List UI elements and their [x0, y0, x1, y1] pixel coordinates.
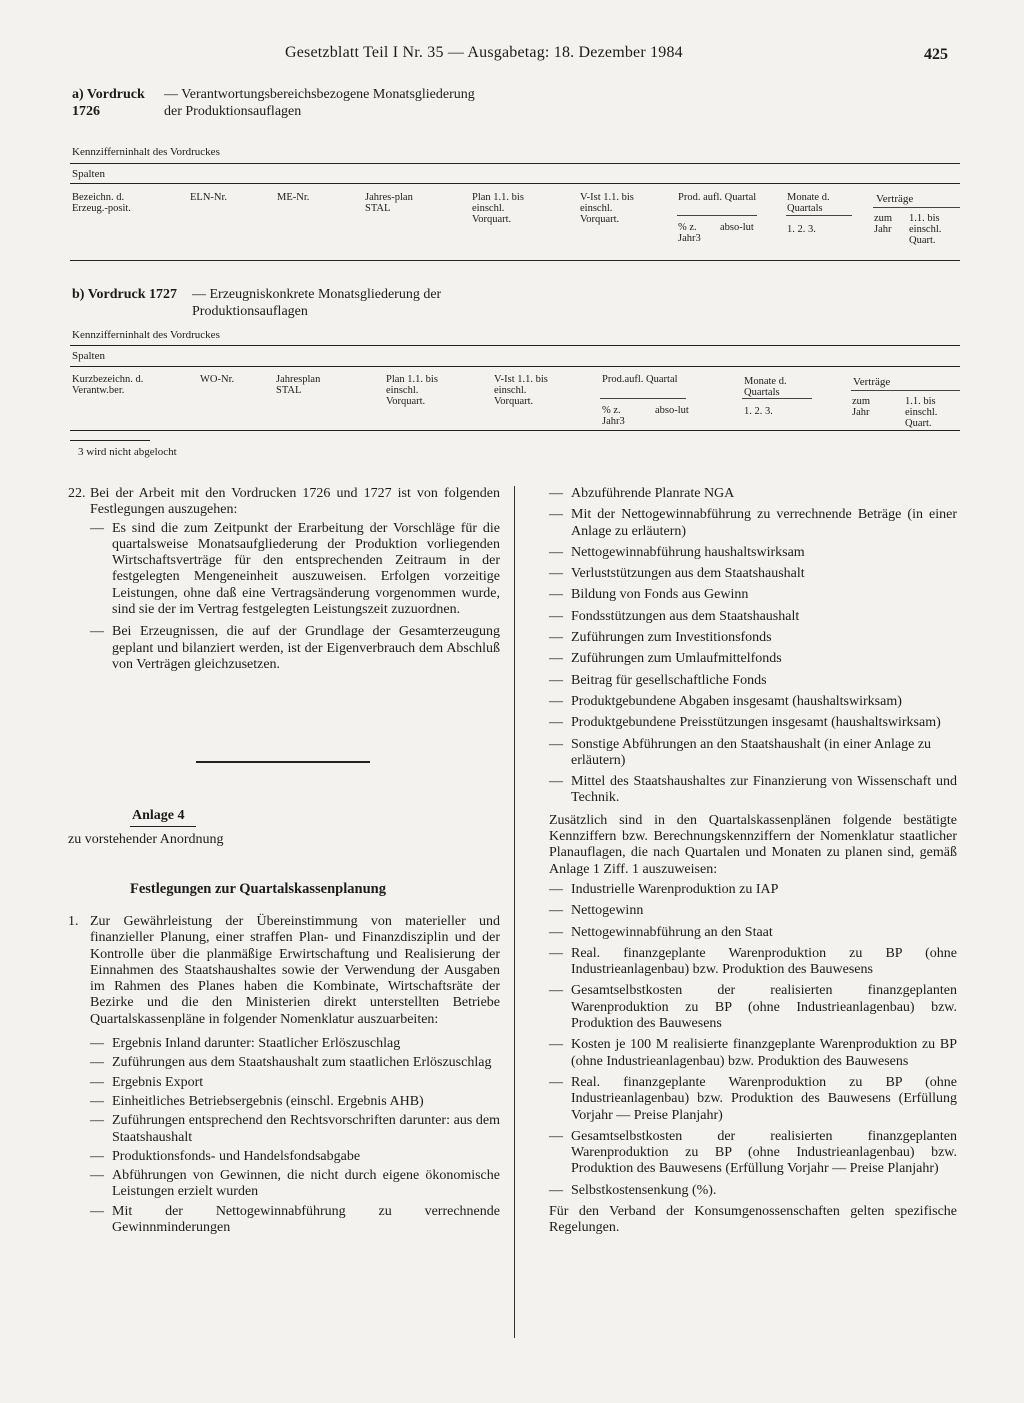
right-list-2: [549, 882, 957, 1199]
form-a-col-8-sub: 1. 2. 3.: [787, 224, 816, 235]
list-item: — Kosten je 100 M realisierte finanzgeplante Warenproduktion zu BP (ohne Industrieanlagenbau) bzw. Produktion des Bauwesens: [549, 1037, 957, 1069]
list-item: — Nettogewinn: [549, 903, 644, 919]
form-b-col-8-head: Verträge: [853, 376, 891, 388]
column-divider: [514, 486, 515, 1338]
paragraph-22: [68, 486, 500, 519]
form-b-col-7-head: Monate d. Quartals: [744, 376, 787, 398]
form-b-rule-mid: [70, 366, 960, 367]
list-item: — Produktgebundene Abgaben insgesamt (haushaltswirksam): [549, 693, 902, 709]
form-a-rule-bottom: [70, 260, 960, 261]
form-b-col-1: Kurzbezeichn. d. Verantw.ber.: [72, 374, 144, 396]
anlage-underline: [130, 826, 196, 827]
section-separator: [196, 761, 370, 763]
form-a-kennziffern: Kennzifferninhalt des Vordruckes: [72, 146, 220, 158]
form-b-col-7-sub: 1. 2. 3.: [744, 406, 773, 417]
page-number: 425: [924, 46, 948, 63]
list-item: — Produktgebundene Preisstützungen insgesamt (haushaltswirksam): [549, 715, 941, 731]
list-item: — Mit der Nettogewinnabführung zu verrechnende Beträge (in einer Anlage zu erläutern): [549, 507, 957, 539]
list-item: — Verluststützungen aus dem Staatshaushalt: [549, 566, 805, 582]
list-item: — Bei Erzeugnissen, die auf der Grundlage der Gesamterzeugung geplant und bilanziert werden, ist der Eigenverbrauch dem Abschluß von Verträgen gleichzusetzen.: [90, 624, 500, 672]
list-item: — Bildung von Fonds aus Gewinn: [549, 587, 749, 603]
form-b-col-8b: 1.1. bis einschl. Quart.: [905, 396, 938, 429]
form-b-label: b) Vordruck 1727: [72, 287, 178, 302]
form-a-title: — Verantwortungsbereichsbezogene Monatsgliederung der Produktionsauflagen: [164, 87, 475, 119]
form-a-label: a) Vordruck 1726: [72, 87, 145, 119]
form-b-col-4: Plan 1.1. bis einschl. Vorquart.: [386, 374, 438, 407]
form-a-col-1: Bezeichn. d. Erzeug.-posit.: [72, 192, 131, 214]
form-a-spalten: Spalten: [72, 168, 105, 180]
left-column: [68, 486, 500, 676]
list-item: — Gesamtselbstkosten der realisierten finanzgeplanten Warenproduktion zu BP (ohne Industrieanlagenbau) bzw. Produktion des Bauwesens: [549, 983, 957, 1032]
paragraph-1-list: [68, 1036, 500, 1236]
form-a-col-2: ELN-Nr.: [190, 192, 228, 203]
form-b-col-6-head: Prod.aufl. Quartal: [602, 374, 678, 385]
form-a-col-7-head: Prod. aufl. Quartal: [678, 192, 757, 203]
running-header: Gesetzblatt Teil I Nr. 35 — Ausgabetag: 18. Dezember 1984: [285, 44, 683, 61]
footnote: 3 wird nicht abgelocht: [78, 446, 177, 458]
list-item: — Selbstkostensenkung (%).: [549, 1182, 717, 1198]
paragraph-1: [68, 914, 500, 1028]
left-column-lower: [68, 914, 500, 1239]
paragraph-22-number: 22.: [68, 486, 86, 501]
list-item: — Mit der Nettogewinnabführung zu verrechnende Gewinnminderungen: [90, 1203, 500, 1236]
form-b-col-3: Jahresplan STAL: [276, 374, 321, 396]
anlage-title: Anlage 4: [132, 808, 185, 823]
form-a-col-9-rule: [873, 207, 960, 208]
form-a-col-7b: abso-lut: [720, 222, 754, 233]
form-a-col-4: Jahres-plan STAL: [365, 192, 413, 214]
list-item: — Real. finanzgeplante Warenproduktion zu BP (ohne Industrieanlagenbau) bzw. Produktion des Bauwesens: [549, 945, 957, 978]
form-b-col-6b: abso-lut: [655, 405, 689, 416]
list-item: — Zuführungen entsprechend den Rechtsvorschriften darunter: aus dem Staatshaushalt: [90, 1113, 500, 1145]
form-b-rule-top: [70, 345, 960, 346]
section-title: Festlegungen zur Quartalskassenplanung: [130, 881, 386, 897]
list-item: — Zuführungen zum Investitionsfonds: [549, 630, 772, 646]
list-item: — Industrielle Warenproduktion zu IAP: [549, 881, 779, 897]
paragraph-1-text: Zur Gewährleistung der Übereinstimmung von materieller und finanzieller Planung, einer straffen Plan- und Finanzdisziplin und der Kontrolle über die planmäßige Erwirtschaftung und Realisierung der Einnahmen des Staatshaushaltes sowie der Verwendung der Ausgaben im Rahmen des Planes haben die Kombinate, Wirtschaftsräte der Bezirke und die den Ministerien direkt unterstellten Betriebe Quartalskassenpläne in folgender Nomenklatur auszuarbeiten:: [90, 914, 500, 1027]
form-b-col-2: WO-Nr.: [200, 374, 235, 385]
form-b-col-6a: % z. Jahr3: [602, 405, 625, 427]
list-item: — Abführungen von Gewinnen, die nicht durch eigene ökonomische Leistungen erzielt wurden: [90, 1168, 500, 1200]
list-item: — Es sind die zum Zeitpunkt der Erarbeitung der Vorschläge für die quartalsweise Monatsaufgliederung der Produktion vorliegenden Wirtschaftsverträge für den entsprechenden Zeitraum in der festgelegten Mengeneinheit auszuweisen. Erfolgen vorzeitige Leistungen, ohne daß eine Vertragsänderung vorgenommen wurde, sind sie der im Vertrag festgelegten Leistungszeit zuzuordnen.: [90, 520, 500, 618]
form-a-rule-mid: [70, 183, 960, 184]
list-item: — Beitrag für gesellschaftliche Fonds: [549, 672, 767, 688]
form-b-spalten: Spalten: [72, 350, 105, 362]
form-a-col-9-head: Verträge: [876, 193, 914, 205]
form-a-rule-top: [70, 163, 960, 164]
list-item: — Ergebnis Export: [90, 1074, 204, 1090]
list-item: — Zuführungen aus dem Staatshaushalt zum staatlichen Erlöszuschlag: [90, 1055, 492, 1071]
form-a-col-6: V-Ist 1.1. bis einschl. Vorquart.: [580, 192, 634, 225]
form-a-col-5: Plan 1.1. bis einschl. Vorquart.: [472, 192, 524, 225]
list-item: — Mittel des Staatshaushaltes zur Finanzierung von Wissenschaft und Technik.: [549, 774, 957, 806]
closing-paragraph: Für den Verband der Konsumgenossenschaften gelten spezifische Regelungen.: [549, 1203, 957, 1236]
right-paragraph: Zusätzlich sind in den Quartalskassenplänen folgende bestätigte Kennziffern bzw. Berechnungskennziffern der Nomenklatur staatlicher Planauflagen, die nach Quartalen und Monaten zu planen sind, gemäß Anlage 1 Ziff. 1 auszuweisen:: [549, 812, 957, 877]
list-item: — Produktionsfonds- und Handelsfondsabgabe: [90, 1148, 361, 1164]
form-b-col-8a: zum Jahr: [852, 396, 871, 418]
list-item: — Ergebnis Inland darunter: Staatlicher Erlöszuschlag: [90, 1036, 401, 1052]
form-a-col-9a: zum Jahr: [874, 213, 893, 235]
form-b-col-7-rule: [742, 398, 812, 399]
form-b-col-8-rule: [851, 390, 960, 391]
form-b-col-5: V-Ist 1.1. bis einschl. Vorquart.: [494, 374, 548, 407]
form-b-kennziffern: Kennzifferninhalt des Vordruckes: [72, 329, 220, 341]
form-a-col-7-rule: [677, 215, 757, 216]
paragraph-1-number: 1.: [68, 914, 79, 929]
paragraph-22-text: Bei der Arbeit mit den Vordrucken 1726 und 1727 ist von folgenden Festlegungen auszugehen:: [90, 486, 500, 518]
right-column: [549, 486, 957, 1237]
list-item: — Abzuführende Planrate NGA: [549, 486, 735, 501]
list-item: — Real. finanzgeplante Warenproduktion zu BP (ohne Industrieanlagenbau) bzw. Produktion des Bauwesens (Erfüllung Vorjahr — Preise Planjahr): [549, 1074, 957, 1123]
form-a-heading: [72, 86, 494, 120]
form-a-col-8-head: Monate d. Quartals: [787, 192, 830, 214]
form-a-col-3: ME-Nr.: [277, 192, 310, 203]
list-item: — Nettogewinnabführung an den Staat: [549, 924, 773, 940]
form-a-col-7a: % z. Jahr3: [678, 222, 701, 244]
right-list-1: [549, 486, 957, 807]
form-b-heading: [72, 286, 478, 320]
list-item: — Gesamtselbstkosten der realisierten finanzgeplanten Warenproduktion zu BP (ohne Industrieanlagenbau) bzw. Produktion des Bauwesens (Erfüllung Vorjahr — Preise Planjahr): [549, 1128, 957, 1177]
list-item: — Zuführungen zum Umlaufmittelfonds: [549, 651, 782, 667]
form-b-rule-bottom: [70, 430, 960, 431]
list-item: — Sonstige Abführungen an den Staatshaushalt (in einer Anlage zu erläutern): [549, 736, 932, 768]
anlage-subtitle: zu vorstehender Anordnung: [68, 832, 224, 847]
form-b-col-6-rule: [600, 398, 686, 399]
form-a-col-9b: 1.1. bis einschl. Quart.: [909, 213, 942, 246]
list-item: — Nettogewinnabführung haushaltswirksam: [549, 544, 805, 560]
footnote-rule: [70, 440, 150, 441]
paragraph-22-list: [68, 521, 500, 674]
form-a-col-8-rule: [786, 215, 852, 216]
list-item: — Einheitliches Betriebsergebnis (einschl. Ergebnis AHB): [90, 1093, 424, 1109]
form-b-title: — Erzeugniskonkrete Monatsgliederung der Produktionsauflagen: [192, 287, 442, 319]
list-item: — Fondsstützungen aus dem Staatshaushalt: [549, 608, 800, 624]
